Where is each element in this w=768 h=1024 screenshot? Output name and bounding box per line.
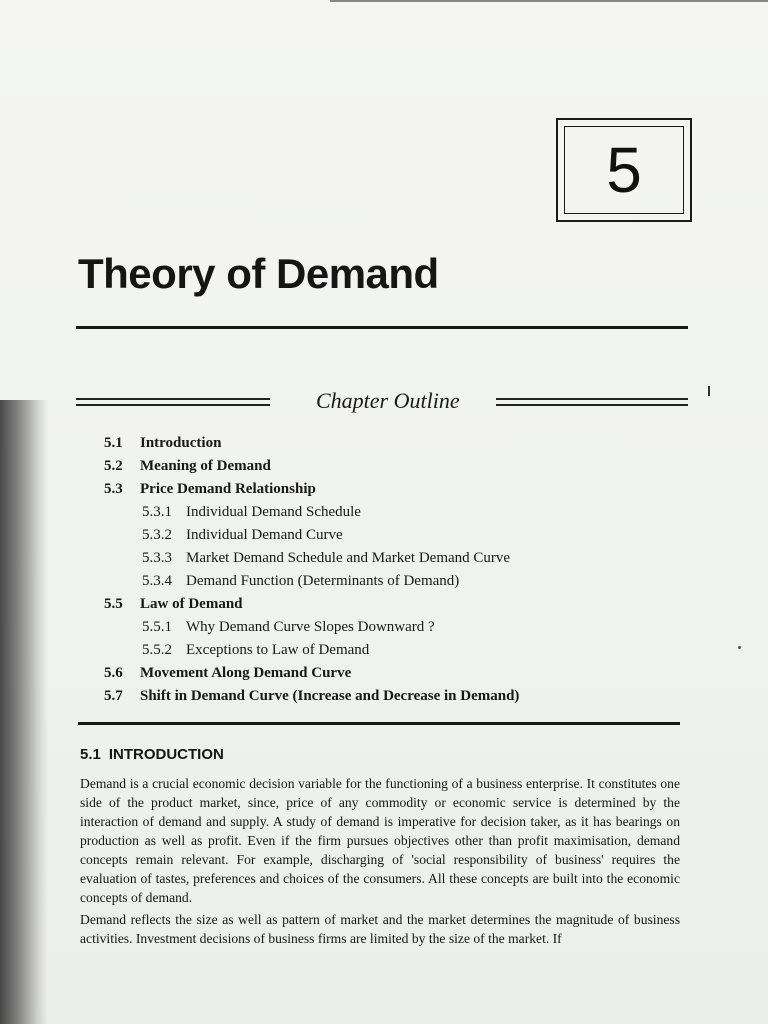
outline-item: [104, 593, 664, 616]
outline-item-label: Shift in Demand Curve (Increase and Decrease in Demand): [140, 688, 520, 704]
outline-item: [104, 685, 664, 708]
stray-mark: [708, 386, 710, 396]
outline-item: [104, 616, 664, 639]
chapter-outline-header: [76, 388, 696, 418]
intro-paragraph-1: Demand is a crucial economic decision variable for the functioning of a business enterprise. It constitutes one side of the product market, since, price of any commodity or economic service is determined by the interaction of demand and supply. A study of demand is imperative for decision taker, as it has bearings on production as well as profit. Even if the firm pursues objectives other than profit maximisation, demand concepts remain relevant. For example, discharging of 'social responsibility of business' requires the evaluation of tastes, preferences and choices of the consumers. All these concepts are built into the economic concepts of demand.: [80, 776, 680, 905]
outline-item-number: 5.7: [104, 688, 123, 704]
outline-item-number: 5.3: [104, 481, 123, 497]
outline-item-label: Exceptions to Law of Demand: [186, 642, 370, 658]
intro-paragraph-2: Demand reflects the size as well as pattern of market and the market determines the magnitude of business activities. Investment decisions of business firms are limited by the size of the market. If: [80, 912, 680, 946]
outline-item: [104, 639, 664, 662]
outline-item-label: Law of Demand: [140, 596, 243, 612]
binding-shadow: [0, 400, 48, 1024]
page-top-edge: [330, 0, 768, 2]
section-heading-text: INTRODUCTION: [108, 746, 224, 763]
outline-bottom-rule: [78, 722, 680, 725]
outline-item-label: Why Demand Curve Slopes Downward ?: [186, 619, 435, 635]
outline-item: [104, 432, 664, 455]
outline-item-number: 5.3.1: [142, 504, 172, 520]
section-number: 5.1: [80, 746, 101, 763]
outline-item-label: Individual Demand Curve: [186, 527, 343, 543]
outline-item-number: 5.5: [104, 596, 123, 612]
outline-item-label: Individual Demand Schedule: [186, 504, 361, 520]
outline-item-label: Market Demand Schedule and Market Demand Curve: [186, 550, 511, 566]
outline-item-label: Demand Function (Determinants of Demand): [186, 573, 460, 589]
outline-item-number: 5.5.1: [142, 619, 172, 635]
outline-item: [104, 547, 664, 570]
outline-item: [104, 524, 664, 547]
outline-item-label: Price Demand Relationship: [140, 481, 316, 497]
outline-item-number: 5.6: [104, 665, 123, 681]
outline-item: [104, 501, 664, 524]
outline-item-number: 5.2: [104, 458, 123, 474]
outline-item-label: Introduction: [140, 435, 222, 451]
title-rule: [76, 326, 688, 329]
outline-item-number: 5.3.3: [142, 550, 172, 566]
outline-item-label: Meaning of Demand: [140, 458, 271, 474]
chapter-number-box-inner: [564, 126, 684, 214]
outline-item-number: 5.3.4: [142, 573, 172, 589]
chapter-number-box: [556, 118, 692, 222]
outline-item: [104, 662, 664, 685]
chapter-outline-list: [104, 432, 664, 708]
outline-item-number: 5.1: [104, 435, 123, 451]
outline-rule-left: [76, 398, 270, 406]
outline-item-number: 5.3.2: [142, 527, 172, 543]
outline-item: [104, 570, 664, 593]
chapter-title: Theory of Demand: [78, 250, 439, 297]
chapter-outline-title: Chapter Outline: [316, 388, 460, 413]
paper-speck: [738, 646, 741, 649]
section-heading: [80, 746, 224, 763]
outline-item: [104, 455, 664, 478]
outline-item-label: Movement Along Demand Curve: [140, 665, 352, 681]
chapter-number: 5: [606, 134, 642, 206]
outline-item: [104, 478, 664, 501]
outline-item-number: 5.5.2: [142, 642, 172, 658]
outline-rule-right: [496, 398, 688, 406]
